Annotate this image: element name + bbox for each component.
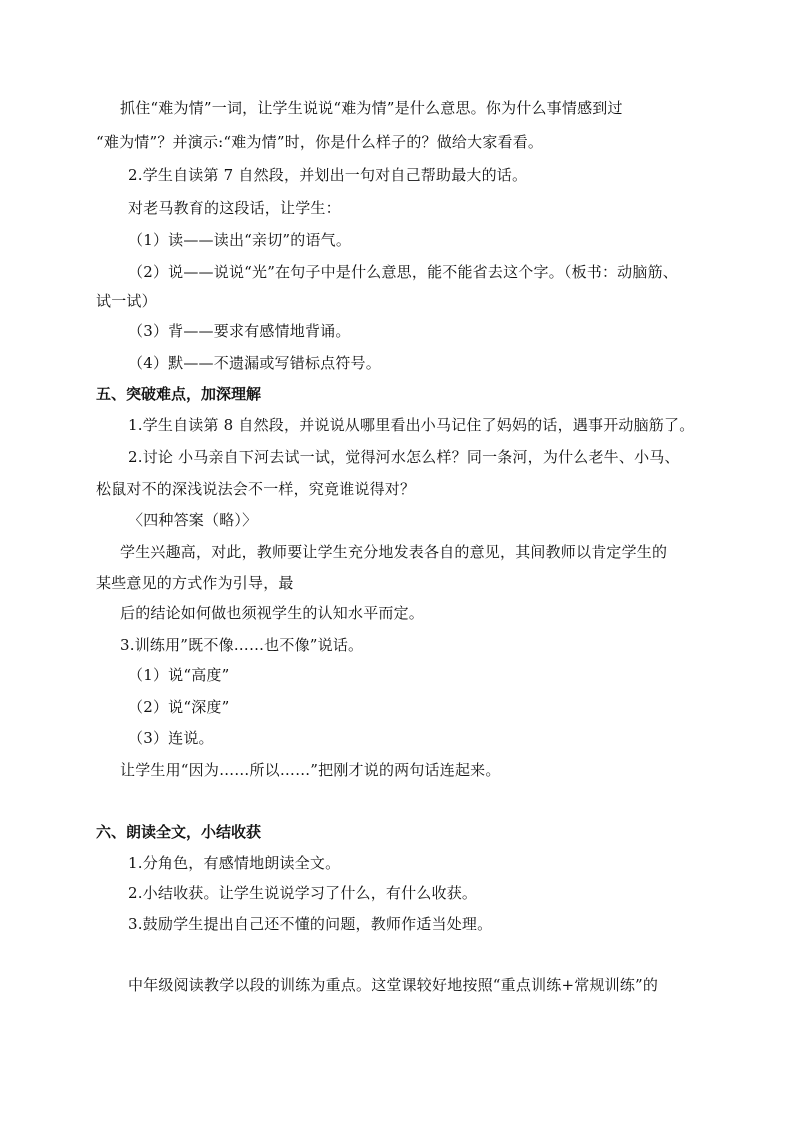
- list-item: （1）读——读出“亲切”的语气。: [128, 231, 352, 249]
- list-item: （4）默——不遗漏或写错标点符号。: [128, 354, 381, 372]
- paragraph-line: 3.训练用”既不像……也不像”说话。: [120, 636, 364, 654]
- paragraph-line: 松鼠对不的深浅说法会不一样，究竟谁说得对？: [96, 480, 416, 498]
- list-item: （1）说“高度”: [128, 666, 230, 684]
- section-heading: 五、突破难点，加深理解: [96, 385, 262, 403]
- paragraph-line: 2.学生自读第 7 自然段，并划出一句对自己帮助最大的话。: [128, 166, 528, 184]
- paragraph-line: 某些意见的方式作为引导，最: [96, 574, 294, 592]
- paragraph-line: “难为情”？并演示:“难为情”时，你是什么样子的？做给大家看看。: [96, 133, 544, 151]
- section-heading: 六、朗读全文，小结收获: [96, 823, 262, 841]
- paragraph-line: 后的结论如何做也须视学生的认知水平而定。: [120, 604, 425, 622]
- paragraph-line: 1.学生自读第 8 自然段，并说说从哪里看出小马记住了妈妈的话，遇事开动脑筋了。: [128, 416, 695, 434]
- paragraph-line: 试一试）: [96, 292, 157, 310]
- paragraph-line: 学生兴趣高，对此，教师要让学生充分地发表各自的意见，其间教师以肯定学生的: [120, 543, 668, 561]
- list-item: （3）背——要求有感情地背诵。: [128, 322, 351, 340]
- list-item: 2.小结收获。让学生说说学习了什么，有什么收获。: [128, 884, 478, 902]
- paragraph-line: 抓住“难为情”一词，让学生说说“难为情”是什么意思。你为什么事情感到过: [120, 99, 623, 117]
- list-item: （3）连说。: [128, 729, 214, 747]
- list-item: （2）说“深度”: [128, 698, 230, 716]
- paragraph-line: 让学生用“因为……所以……”把刚才说的两句话连起来。: [120, 761, 501, 779]
- list-item: 1.分角色，有感情地朗读全文。: [128, 854, 341, 872]
- paragraph-line: 〈四种答案（略）〉: [128, 511, 258, 529]
- paragraph-line: 对老马教育的这段话，让学生：: [128, 199, 341, 217]
- paragraph-line: 中年级阅读教学以段的训练为重点。这堂课较好地按照“重点训练+常规训练”的: [128, 976, 659, 994]
- list-item: 3.鼓励学生提出自己还不懂的问题，教师作适当处理。: [128, 915, 493, 933]
- paragraph-line: 2.讨论 小马亲自下河去试一试，觉得河水怎么样？同一条河，为什么老牛、小马、: [128, 448, 680, 466]
- list-item: （2）说——说说“光”在句子中是什么意思，能不能省去这个字。（板书：动脑筋、: [128, 263, 678, 281]
